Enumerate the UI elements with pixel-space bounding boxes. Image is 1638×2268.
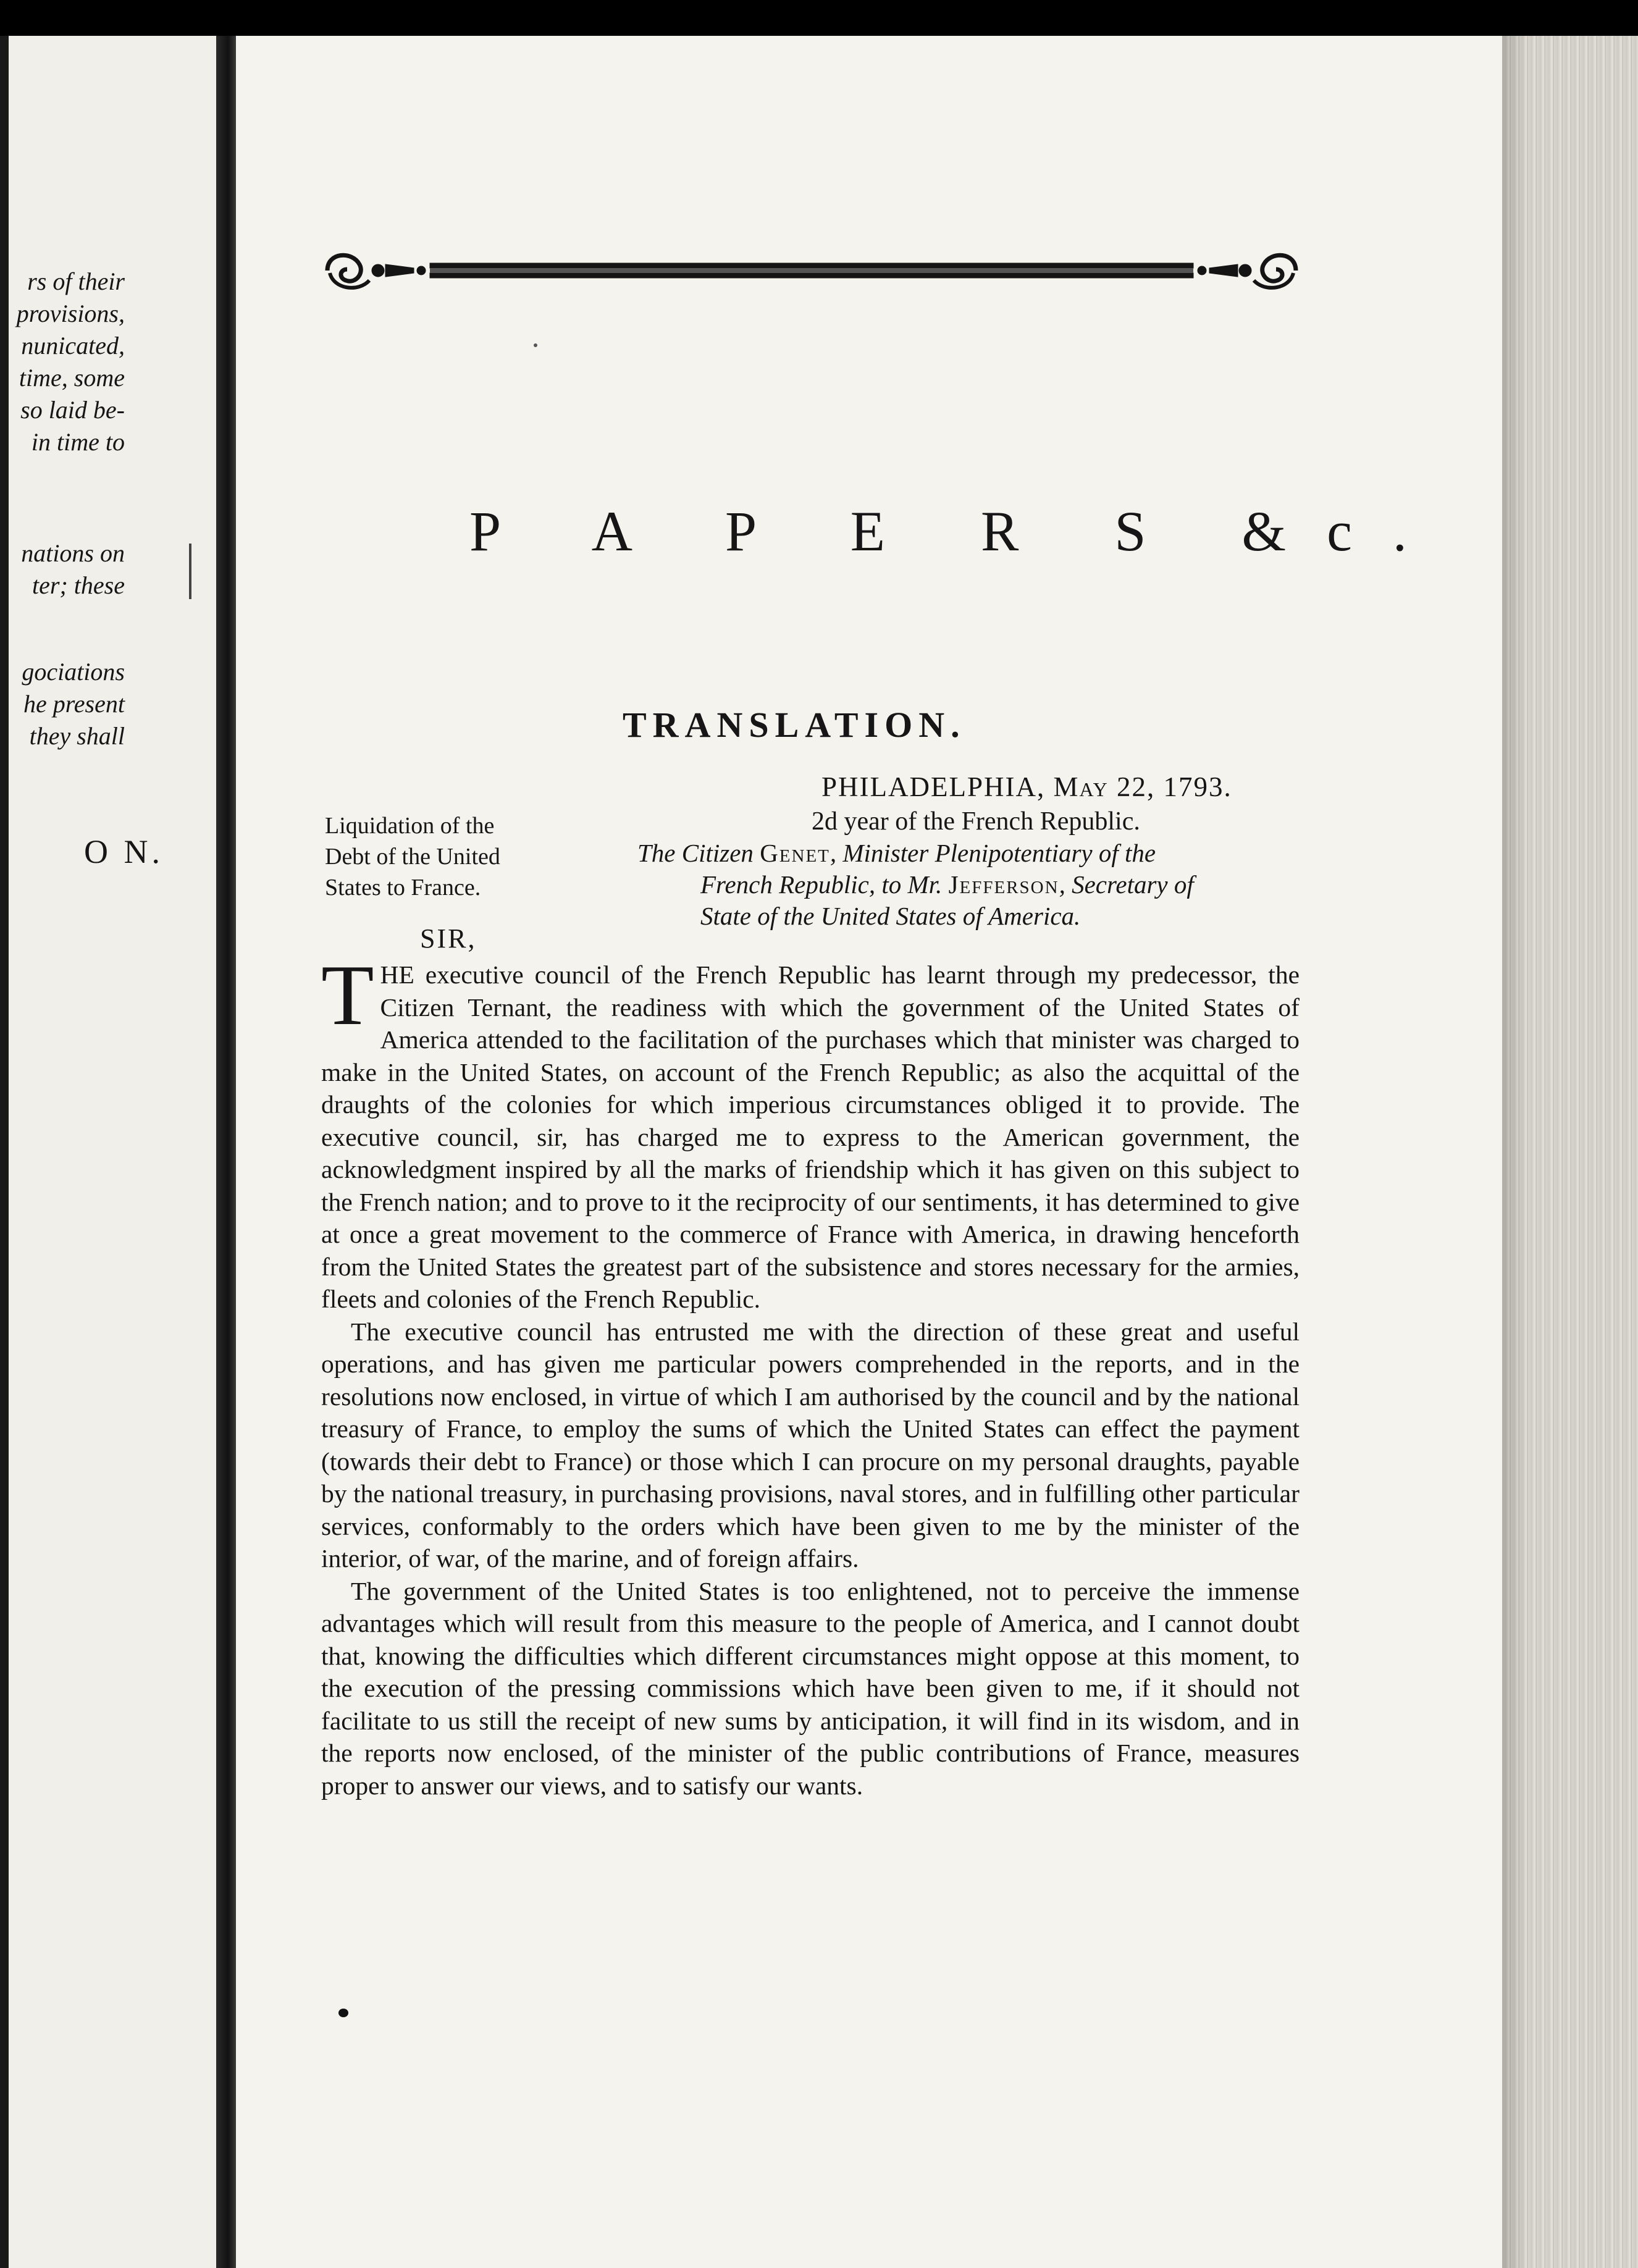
- letter-year-line: 2d year of the French Republic.: [812, 807, 1140, 836]
- address-text: State of the United States of America.: [700, 902, 1081, 930]
- page-stack-edge: [1502, 36, 1638, 2268]
- marginal-note-line: Debt of the United: [325, 844, 500, 870]
- ornament-rule-icon: [321, 246, 1302, 295]
- previous-page-line: gociations: [22, 658, 125, 686]
- letter-address: [637, 838, 1304, 932]
- book-edge: [0, 36, 9, 2268]
- page-stack-shadow: [1502, 36, 1527, 2268]
- marginal-note-line: Liquidation of the: [325, 813, 495, 839]
- page-title: P A P E R S &c.: [469, 500, 1448, 563]
- address-text: French Republic, to Mr.: [700, 870, 949, 899]
- letter-body: [321, 947, 1300, 1802]
- previous-page-line: ter; these: [32, 571, 125, 599]
- salutation: SIR,: [420, 923, 477, 954]
- book-gutter: [216, 36, 236, 2268]
- previous-page-line: rs of their: [27, 267, 125, 295]
- paragraph-1: [321, 947, 1300, 1316]
- previous-page: [0, 36, 216, 2268]
- previous-page-line: so laid be-: [20, 396, 125, 424]
- section-subtitle: TRANSLATION.: [623, 705, 966, 745]
- marginal-note-line: States to France.: [325, 875, 481, 901]
- address-name-genet: Genet: [760, 839, 830, 867]
- previous-page-line: in time to: [31, 428, 125, 456]
- paragraph-3: The government of the United States is too enlightened, not to perceive the immense advantages which will result from this measure to the people of America, and I cannot doubt that, knowing the difficulties which different circumstances might oppose at this moment, to the execution of the pressing commissions which have been given to me, if it should not facilitate to us still the receipt of new sums by anticipation, it will find in its wisdom, and in the reports now enclosed, of the minister of the public contributions of France, measures proper to answer our views, and to satisfy our wants.: [321, 1576, 1300, 1800]
- previous-page-line: they shall: [29, 722, 125, 750]
- previous-page-final-word: O N.: [84, 833, 164, 870]
- paragraph-2: The executive council has entrusted me with the direction of these great and useful operations, and has given me particular powers comprehended in the reports, and in the resolutions now enclosed, in virtue of which I am authorised by the council and by the national treasury of France, to employ the sums of which the United States can effect the payment (towards their debt to France) or those which I can procure on my personal draughts, payable by the national treasury, in purchasing provisions, naval stores, and in fulfilling other particular services, conformably to the orders which have been given to me by the minister of the interior, of war, of the marine, and of foreign affairs.: [321, 1317, 1300, 1573]
- marginal-note: [325, 810, 572, 903]
- address-name-jefferson: Jefferson: [948, 870, 1059, 899]
- previous-page-line: he present: [23, 690, 125, 718]
- previous-page-line: time, some: [19, 364, 125, 392]
- previous-page-line: nunicated,: [21, 332, 125, 359]
- fold-mark: [189, 544, 191, 599]
- previous-page-line: provisions,: [16, 300, 125, 327]
- address-text: The Citizen: [637, 839, 760, 867]
- address-text: , Secretary of: [1059, 870, 1194, 899]
- paragraph-1-text: HE executive council of the French Republic has learnt through my predecessor, the Citizen Ternant, the readiness with which the government of the United States of America attended to the facilitation of the purchases which that minister was charged to make in the United States, on account of the French Republic; as also the acquittal of the draughts of the colonies for which imperious circumstances obliged it to provide. The executive council, sir, has charged me to express to the American government, the acknowledgment inspired by all the marks of friendship which it has given on this subject to the French nation; and to prove to it the reciprocity of our sentiments, it has determined to give at once a great movement to the commerce of France with America, in drawing henceforth from the United States the greatest part of the subsistence and stores necessary for the armies, fleets and colonies of the French Republic.: [321, 960, 1300, 1313]
- drop-cap: T: [321, 947, 374, 1043]
- previous-page-line: nations on: [21, 539, 125, 567]
- letter-dateline: PHILADELPHIA, May 22, 1793.: [821, 771, 1232, 802]
- address-text: , Minister Plenipotentiary of the: [830, 839, 1156, 867]
- ink-speck: [534, 343, 537, 347]
- ink-blot: [338, 2009, 348, 2017]
